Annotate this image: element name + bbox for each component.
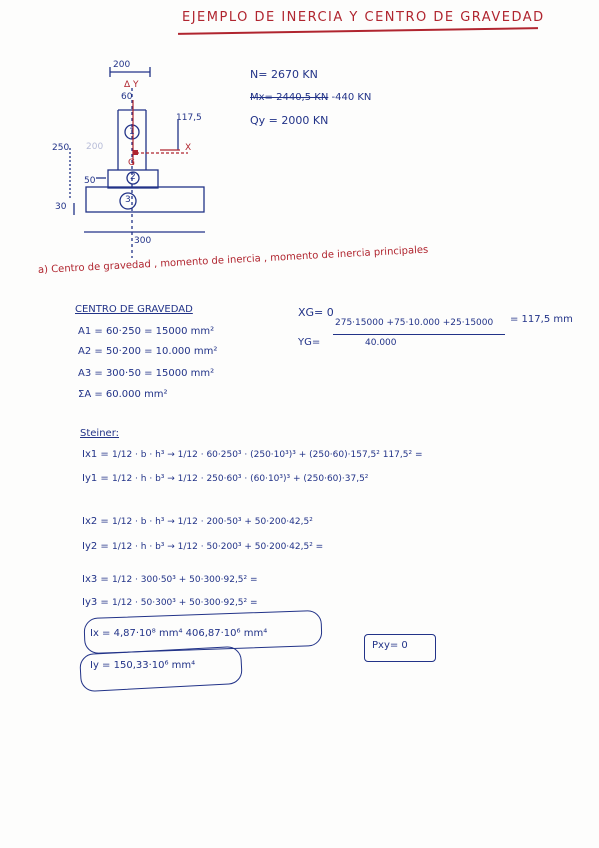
yg-label: YG= xyxy=(298,337,321,348)
yg-result: = 117,5 mm xyxy=(510,314,573,325)
inertia-row xyxy=(82,516,313,527)
section-1-label: 1 xyxy=(129,127,135,137)
dim-50-left: 50 xyxy=(84,176,96,186)
steiner-header: Steiner: xyxy=(80,428,119,439)
load-mx-struck: Mx= 2440,5 KN xyxy=(250,92,329,103)
inertia-lhs: Iy1 = xyxy=(82,473,109,484)
area-total: ΣA = 60.000 mm² xyxy=(78,389,168,400)
inertia-rhs: 1/12 · 50·300³ + 50·300·92,5² = xyxy=(111,598,258,608)
load-qy: Qy = 2000 KN xyxy=(250,114,329,127)
dim-60: 60 xyxy=(121,92,133,102)
load-n: N= 2670 KN xyxy=(250,68,318,81)
inertia-lhs: Iy3 = xyxy=(82,597,109,608)
inertia-rhs: 1/12 · h · b³ → 1/12 · 250·60³ · (60·10³)³ + (250·60)·37,5² xyxy=(111,474,369,484)
xg-result: XG= 0 xyxy=(298,306,334,319)
area-2: A2 = 50·200 = 10.000 mm² xyxy=(78,346,218,357)
axis-x-label: X xyxy=(185,143,192,153)
inertia-lhs: Iy2 = xyxy=(82,541,109,552)
axis-y-label: Δ Y xyxy=(124,80,139,90)
faint-mark: 200 xyxy=(86,142,104,152)
dim-top: 200 xyxy=(113,60,131,70)
dim-30: 30 xyxy=(55,202,67,212)
inertia-rhs: 1/12 · b · h³ → 1/12 · 60·250³ · (250·10³)³ + (250·60)·157,5² 117,5² = xyxy=(111,450,423,460)
inertia-rhs: 1/12 · h · b³ → 1/12 · 50·200³ + 50·200·42,5² = xyxy=(111,542,324,552)
yg-denominator: 40.000 xyxy=(365,338,397,348)
section-a-heading: a) Centro de gravedad , momento de inercia , momento de inercia principales xyxy=(37,244,429,276)
inertia-row xyxy=(82,574,258,585)
inertia-rhs: 1/12 · b · h³ → 1/12 · 200·50³ + 50·200·42,5² xyxy=(111,517,313,527)
page-title: EJEMPLO DE INERCIA Y CENTRO DE GRAVEDAD xyxy=(182,10,545,25)
inertia-row xyxy=(82,597,258,608)
inertia-row xyxy=(82,449,423,460)
pxy-result: Pxy= 0 xyxy=(372,640,408,651)
yg-fraction-bar xyxy=(333,334,505,335)
centroid-label: G xyxy=(128,158,135,168)
dim-117-5: 117,5 xyxy=(176,113,202,123)
dim-250: 250 xyxy=(52,143,70,153)
section-3-label: 3 xyxy=(125,195,131,205)
inertia-lhs: Ix3 = xyxy=(82,574,109,585)
area-3: A3 = 300·50 = 15000 mm² xyxy=(78,368,215,379)
area-1: A1 = 60·250 = 15000 mm² xyxy=(78,326,215,337)
cg-header: CENTRO DE GRAVEDAD xyxy=(75,304,193,315)
load-mx xyxy=(250,92,371,103)
ix-result: Ix = 4,87·10⁸ mm⁴ 406,87·10⁶ mm⁴ xyxy=(90,628,268,639)
inertia-row xyxy=(82,541,323,552)
load-mx-corrected: -440 KN xyxy=(331,92,372,103)
dim-300: 300 xyxy=(134,236,152,246)
section-2-label: 2 xyxy=(130,172,136,182)
inertia-rhs: 1/12 · 300·50³ + 50·300·92,5² = xyxy=(111,575,258,585)
yg-numerator: 275·15000 +75·10.000 +25·15000 xyxy=(335,318,494,328)
inertia-lhs: Ix2 = xyxy=(82,516,109,527)
iy-result: Iy = 150,33·10⁶ mm⁴ xyxy=(90,660,196,671)
inertia-row xyxy=(82,473,368,484)
inertia-lhs: Ix1 = xyxy=(82,449,109,460)
